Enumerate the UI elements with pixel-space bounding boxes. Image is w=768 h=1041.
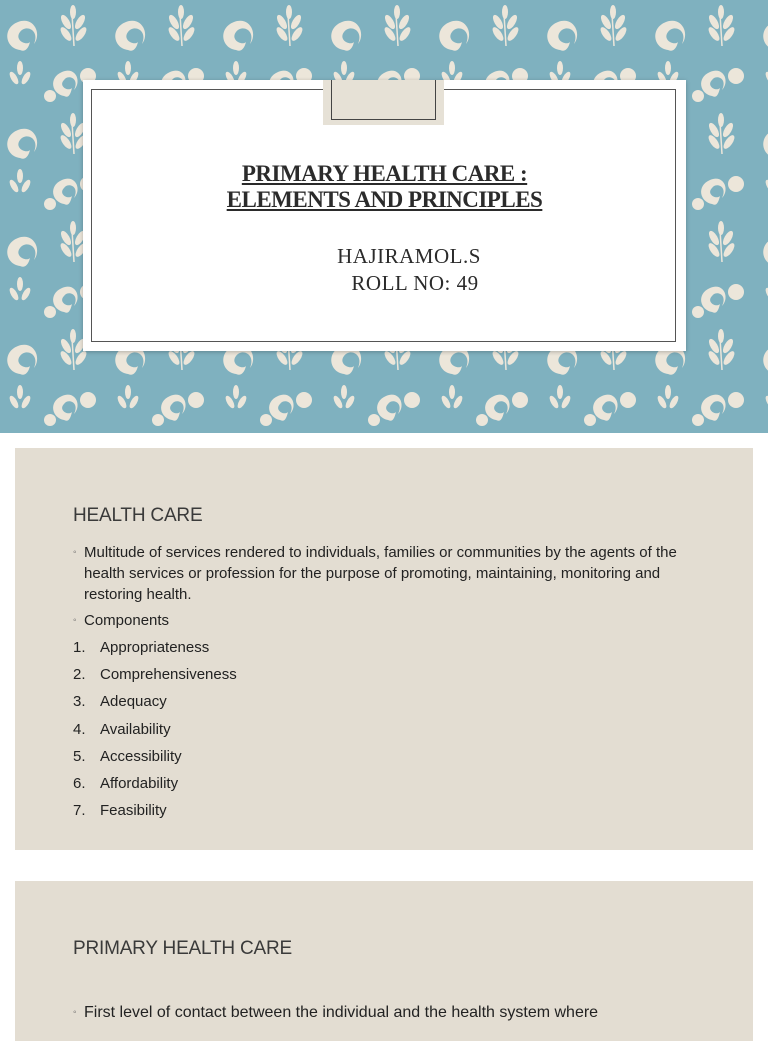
list-number: 6. [73, 774, 86, 792]
presentation-title [83, 161, 686, 213]
bullet-icon: ◦ [73, 547, 77, 558]
title-card [83, 80, 686, 351]
bullet-item [73, 610, 703, 631]
bullet-icon: ◦ [73, 615, 77, 626]
slide-heading: HEALTH CARE [73, 505, 203, 526]
bullet-item [73, 1002, 703, 1023]
bullet-text: Components [84, 612, 170, 629]
bullet-text: First level of contact between the individual and the health system where [84, 1004, 599, 1021]
list-number: 2. [73, 666, 86, 684]
bullet-item [73, 542, 703, 605]
list-label: Appropriateness [100, 639, 210, 656]
list-number: 7. [73, 802, 86, 820]
title-card-border [91, 89, 676, 342]
list-number: 3. [73, 693, 86, 711]
list-number: 1. [73, 639, 86, 656]
list-label: Accessibility [100, 747, 182, 765]
slide-heading: PRIMARY HEALTH CARE [73, 938, 292, 959]
roll-number: ROLL NO: 49 [351, 271, 479, 295]
list-label: Availability [100, 720, 171, 738]
list-label: Feasibility [100, 802, 167, 820]
bullet-icon: ◦ [73, 1007, 77, 1018]
title-line-2: ELEMENTS AND PRINCIPLES [226, 187, 543, 212]
title-card-tab-inner [331, 80, 436, 120]
bullet-text: Multitude of services rendered to individuals, families or communities by the agents of the health services or profession for the purpose of promoting, maintaining, monitoring and restoring health. [84, 544, 677, 603]
list-label: Adequacy [100, 693, 167, 711]
title-slide [0, 0, 768, 433]
author-block [83, 243, 735, 297]
list-number: 5. [73, 747, 86, 765]
title-line-1: PRIMARY HEALTH CARE : [241, 161, 528, 186]
author-name: HAJIRAMOL.S [337, 244, 481, 268]
list-number: 4. [73, 720, 86, 738]
primary-health-care-slide [15, 881, 753, 1041]
title-card-tab [323, 80, 444, 125]
list-label: Affordability [100, 774, 179, 792]
health-care-slide [15, 448, 753, 850]
list-label: Comprehensiveness [100, 666, 237, 684]
